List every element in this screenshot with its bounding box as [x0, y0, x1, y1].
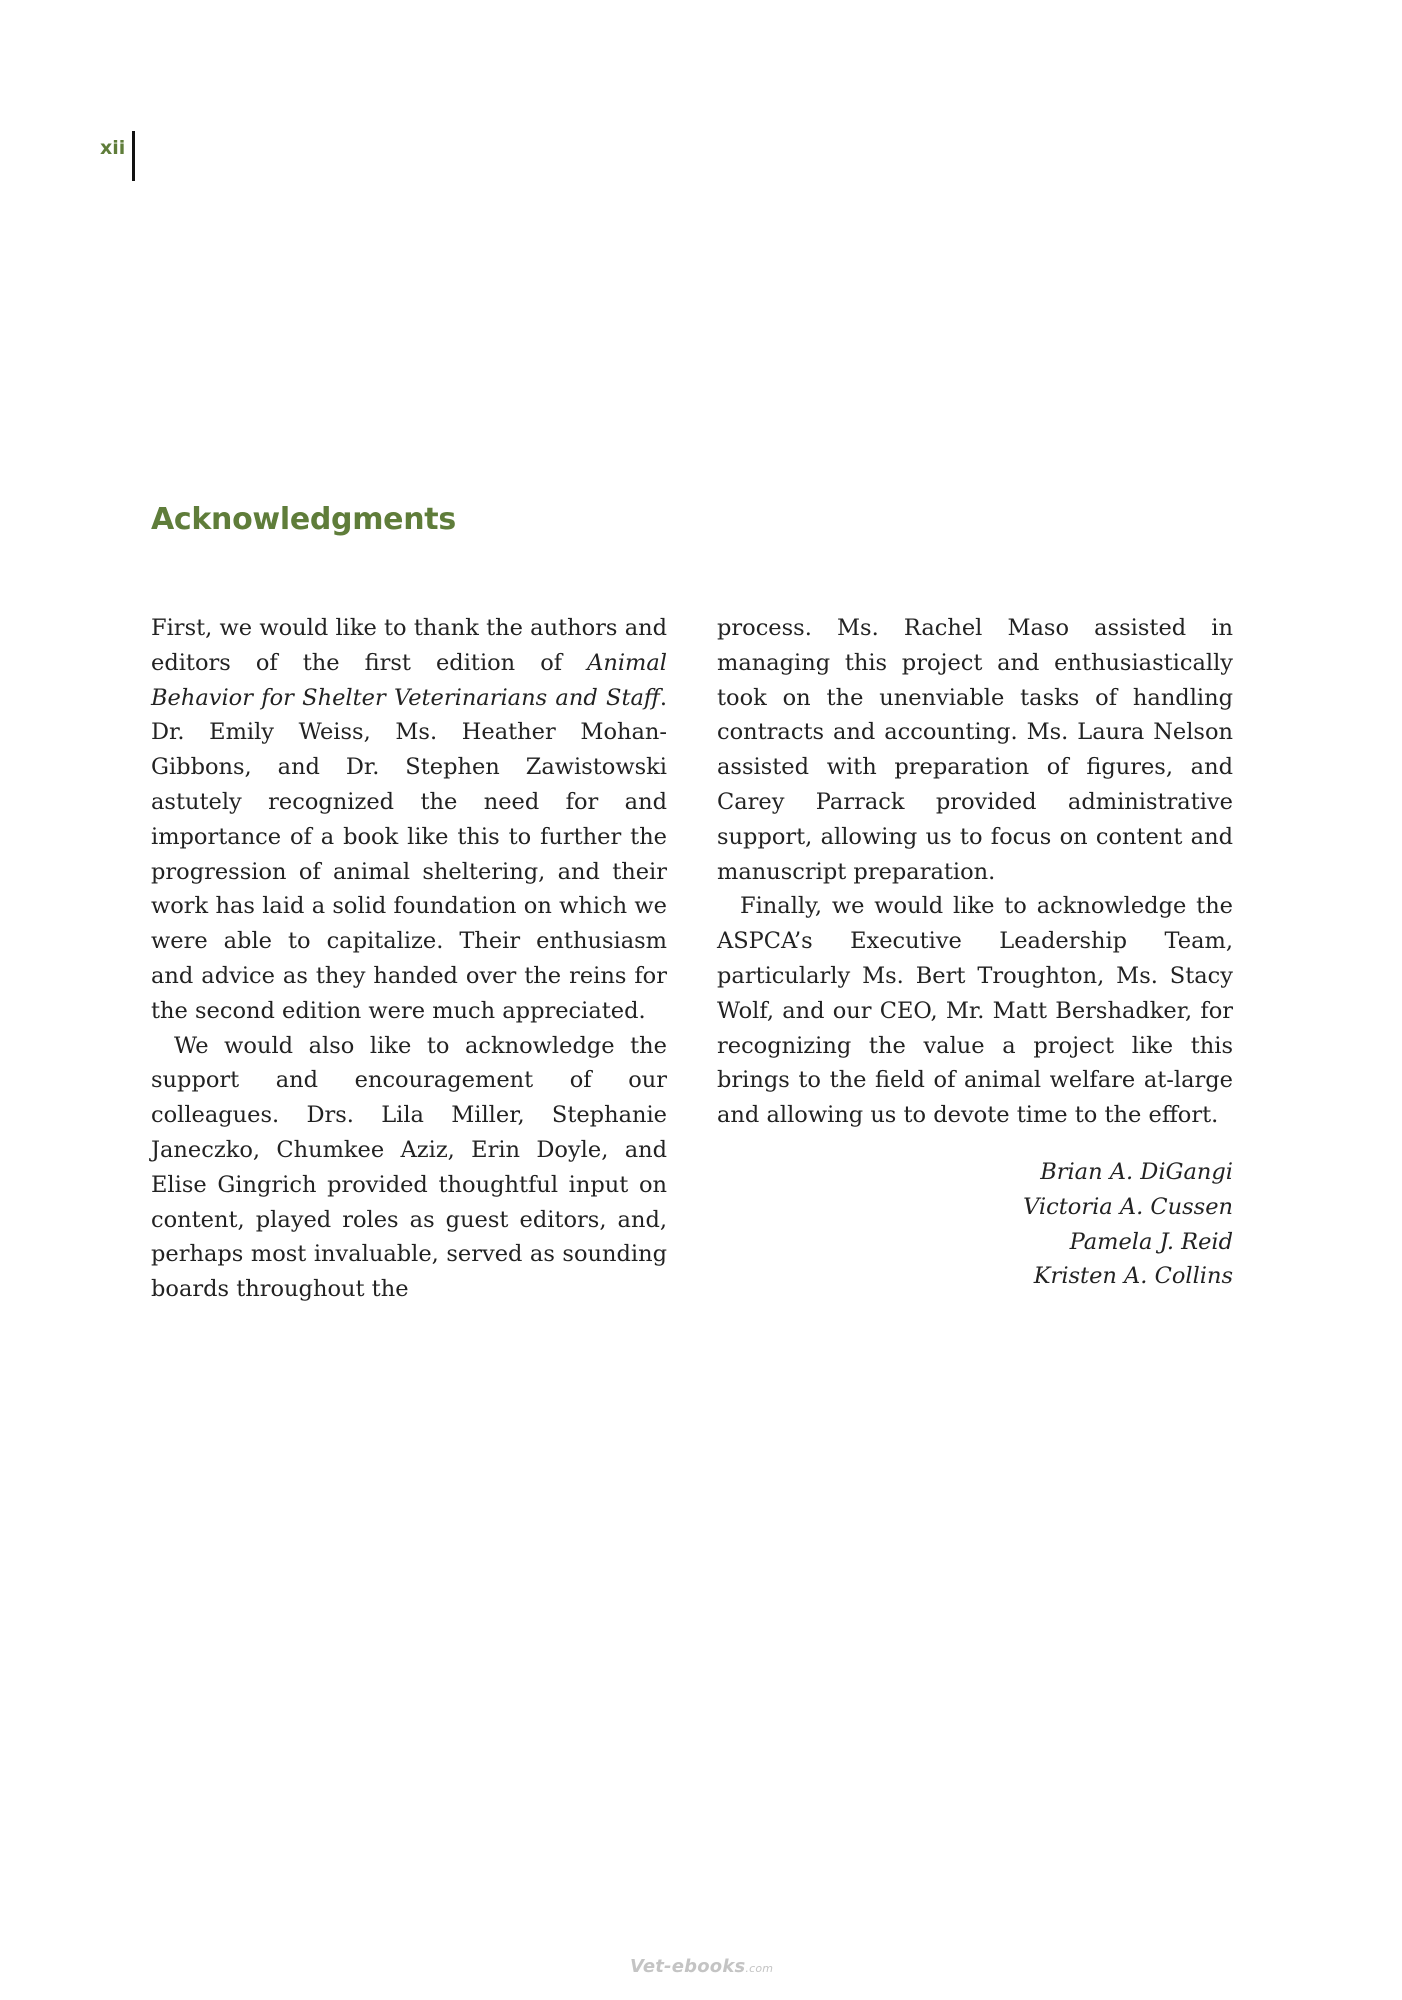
paragraph-1-start: First, we would like to thank the authors and editors of the first edition of: [151, 615, 667, 676]
watermark: [630, 1956, 773, 1977]
paragraph-2: We would also like to acknowledge the support and encouragement of our colleagues. Drs. Lila Miller, Stephanie Janeczko, Chumkee Aziz, Erin Doyle, and Elise Gingrich provided thoughtful input on content, played roles as guest editors, and, perhaps most invaluable, served as sounding boards throughout the: [151, 1032, 667, 1303]
left-column: [151, 611, 667, 1307]
signature-name: Pamela J. Reid: [1069, 1228, 1233, 1255]
signature-block: [717, 1155, 1233, 1294]
paragraph-1: [151, 611, 667, 1029]
book-title: Animal Behavior for Shelter Veterinarians and Staff: [151, 649, 667, 711]
page-number: xii: [100, 137, 126, 159]
watermark-suffix: .com: [745, 1962, 774, 1975]
signature-name: Kristen A. Collins: [1033, 1263, 1233, 1290]
signature-name: Victoria A. Cussen: [1023, 1193, 1233, 1220]
signature-name: Brian A. DiGangi: [1040, 1158, 1233, 1185]
paragraph-3: Finally, we would like to acknowledge the ASPCA’s Executive Leadership Team, particularly Ms. Bert Troughton, Ms. Stacy Wolf, and our CEO, Mr. Matt Bershadker, for recognizing the value a project like this brings to the field of animal welfare at-large and allowing us to devote time to the effort.: [717, 893, 1233, 1129]
section-heading: Acknowledgments: [151, 502, 456, 537]
right-column: [717, 611, 1233, 1294]
watermark-text: Vet-ebooks: [630, 1956, 746, 1977]
paragraph-1-end: . Dr. Emily Weiss, Ms. Heather Mohan-Gibbons, and Dr. Stephen Zawistowski astutely recognized the need for and importance of a book like this to further the progression of animal sheltering, and their work has laid a solid foundation on which we were able to capitalize. Their enthusiasm and advice as they handed over the reins for the second edition were much appreciated.: [151, 684, 667, 1024]
page-number-rule: [132, 131, 135, 181]
paragraph-2-continued: process. Ms. Rachel Maso assisted in managing this project and enthusiastically took on the unenviable tasks of handling contracts and accounting. Ms. Laura Nelson assisted with preparation of figures, and Carey Parrack provided administrative support, allowing us to focus on content and manuscript preparation.: [717, 615, 1233, 885]
